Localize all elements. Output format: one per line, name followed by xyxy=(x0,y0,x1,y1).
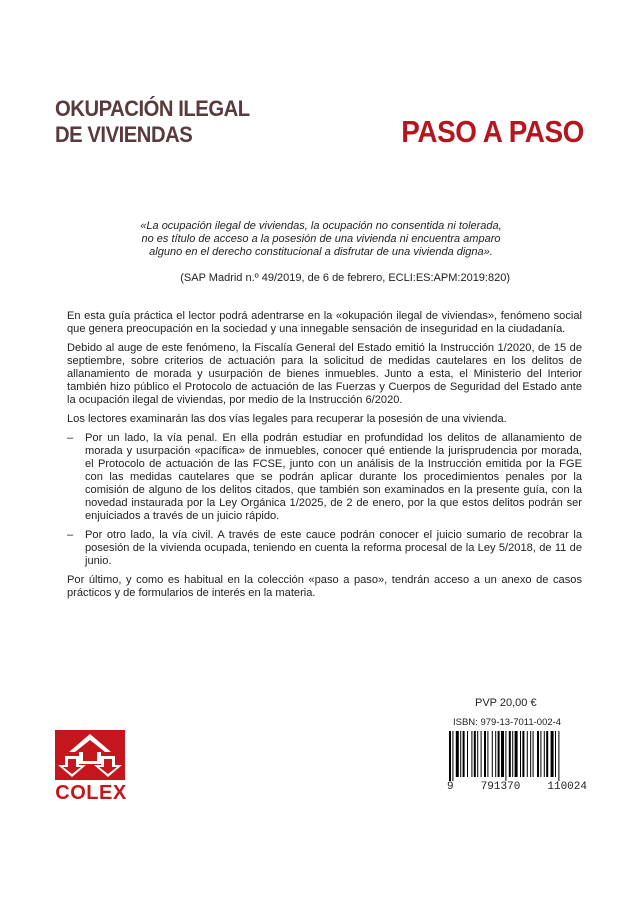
blurb-text xyxy=(67,310,582,606)
quote-citation: (SAP Madrid n.º 49/2019, de 6 de febrero, ECLI:ES:APM:2019:820) xyxy=(180,272,510,284)
quote-line2: no es título de acceso a la posesión de una vivienda ni encuentra amparo xyxy=(141,233,501,245)
paragraph-intro: En esta guía práctica el lector podrá adentrarse en la «okupación ilegal de viviendas», fenómeno social que genera preocupación en la sociedad y una innegable sensación de inseguridad en la ciudadanía. xyxy=(67,310,582,335)
list-item xyxy=(67,529,582,568)
paragraph-legal-routes: Los lectores examinarán las dos vías legales para recuperar la posesión de una vivienda. xyxy=(67,413,507,425)
quote-line1: «La ocupación ilegal de viviendas, la ocupación no consentida ni tolerada, xyxy=(140,220,502,232)
series-title xyxy=(55,96,250,148)
colex-logo-icon xyxy=(55,730,125,780)
barcode-group1: 791370 xyxy=(480,781,521,793)
list-item-text: Por otro lado, la vía civil. A través de este cauce podrán conocer el juicio sumario de recobrar la posesión de la vivienda ocupada, teniendo en cuenta la reforma procesal de la Ley 5/2018, de 11 de junio. xyxy=(85,529,582,567)
barcode-group2: 110024 xyxy=(547,781,587,793)
price-label: PVP 20,00 € xyxy=(475,697,537,709)
series-title-line1: OKUPACIÓN ILEGAL xyxy=(55,96,250,121)
isbn-label: ISBN: 979-13-7011-002-4 xyxy=(453,717,562,728)
paragraph-closing: Por último, y como es habitual en la colección «paso a paso», tendrán acceso a un anexo de casos prácticos y de formularios de interés en la materia. xyxy=(67,574,582,599)
list-dash: – xyxy=(67,432,74,444)
legal-routes-list xyxy=(67,432,582,568)
collection-title: PASO A PASO xyxy=(401,114,584,149)
barcode xyxy=(445,731,593,781)
publisher-name: COLEX xyxy=(55,782,127,804)
barcode-lead-digit: 9 xyxy=(447,781,454,793)
quote-line3: alguno en el derecho constitucional a disfrutar de una vivienda digna». xyxy=(149,246,493,258)
paragraph-background: Debido al auge de este fenómeno, la Fiscalía General del Estado emitió la Instrucción 1/2020, de 15 de septiembre, sobre criterios de actuación para la solicitud de medidas cautelares en los delitos de allanamiento de morada y usurpación de bienes inmuebles. Junto a esta, el Ministerio del Interior también hizo público el Protocolo de actuación de las Fuerzas y Cuerpos de Seguridad del Estado ante la ocupación ilegal de viviendas, por medio de la Instrucción 6/2020. xyxy=(67,342,582,406)
list-item-text: Por un lado, la vía penal. En ella podrán estudiar en profundidad los delitos de allanamiento de morada y usurpación «pacífica» de inmuebles, conocer qué entiende la jurisprudencia por morada, el Protocolo de actuación de las FCSE, junto con un análisis de la Instrucción emitida por la FGE con las medidas cautelares que se podrán aplicar durante los procedimientos penales por la comisión de alguno de los delitos citados, que también son examinados en la presente guía, con la novedad instaurada por la Ley Orgánica 1/2025, de 2 de enero, por la que estos delitos podrán ser enjuiciados a través de un juicio rápido. xyxy=(85,432,582,522)
list-dash: – xyxy=(67,529,74,541)
epigraph-quote xyxy=(110,220,532,259)
list-item xyxy=(67,432,582,523)
series-title-line2: DE VIVIENDAS xyxy=(55,122,193,147)
barcode-digits xyxy=(447,781,587,793)
